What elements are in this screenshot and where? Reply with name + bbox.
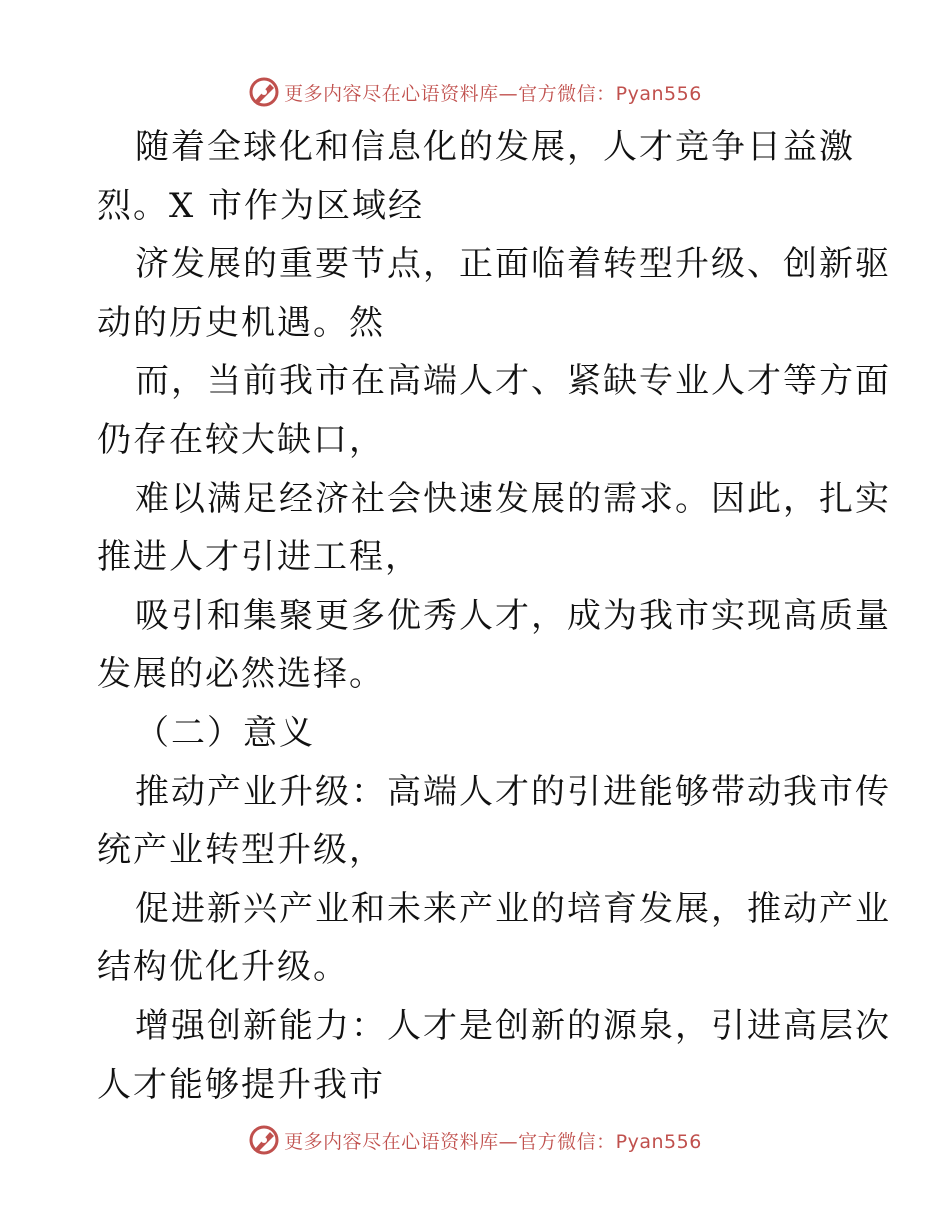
pen-seal-logo-icon <box>248 76 280 108</box>
paragraph-line: 烈。X 市作为区域经 <box>97 185 425 226</box>
paragraph-line: （二）意义 <box>135 712 315 753</box>
paragraph-line: 济发展的重要节点，正面临着转型升级、创新驱 <box>135 244 891 285</box>
paragraph-line: 随着全球化和信息化的发展，人才竞争日益激 <box>135 127 855 167</box>
paragraph-line: 统产业转型升级， <box>97 830 385 871</box>
paragraph-line: 吸引和集聚更多优秀人才，成为我市实现高质量 <box>135 595 891 636</box>
paragraph-line: 发展的必然选择。 <box>97 654 385 695</box>
header-banner-text: 更多内容尽在心语资料库—官方微信：Pyan556 <box>284 82 702 105</box>
paragraph-line: 难以满足经济社会快速发展的需求。因此，扎实 <box>135 478 891 519</box>
document-body <box>97 118 891 1114</box>
paragraph-line: 推动产业升级：高端人才的引进能够带动我市传 <box>135 771 891 812</box>
paragraph-line: 动的历史机遇。然 <box>97 302 385 343</box>
paragraph-line: 仍存在较大缺口， <box>97 419 385 460</box>
footer-banner <box>0 1120 950 1160</box>
header-banner <box>0 72 950 112</box>
paragraph-line: 人才能够提升我市 <box>97 1064 385 1105</box>
paragraph-line: 而，当前我市在高端人才、紧缺专业人才等方面 <box>135 361 891 402</box>
paragraph-line: 结构优化升级。 <box>97 947 349 988</box>
paragraph-line: 增强创新能力：人才是创新的源泉，引进高层次 <box>135 1005 891 1046</box>
footer-banner-text: 更多内容尽在心语资料库—官方微信：Pyan556 <box>284 1130 702 1153</box>
pen-seal-logo-icon <box>248 1124 280 1156</box>
paragraph-line: 促进新兴产业和未来产业的培育发展，推动产业 <box>135 888 891 929</box>
paragraph-line: 推进人才引进工程， <box>97 537 421 578</box>
